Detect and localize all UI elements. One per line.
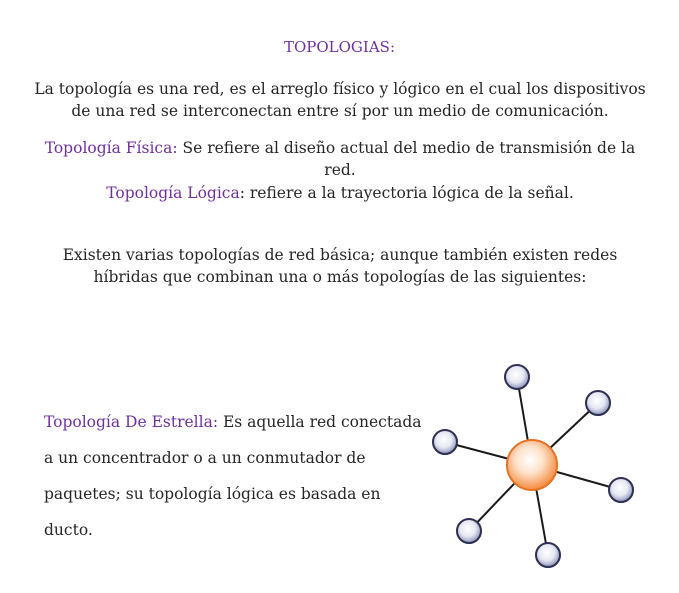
topologia-logica-text: : refiere a la trayectoria lógica de la señal. — [239, 184, 574, 202]
page-title: TOPOLOGIAS: — [283, 38, 396, 56]
node-top-right — [586, 391, 610, 415]
topologia-logica-paragraph — [40, 182, 640, 204]
node-top — [505, 365, 529, 389]
topologia-fisica-term: Topología Física: — [44, 139, 178, 157]
estrella-line-1 — [44, 404, 434, 440]
topologia-fisica-text: Se refiere al diseño actual del medio de transmisión de la red. — [177, 139, 636, 179]
node-bottom-left — [457, 519, 481, 543]
star-topology-diagram — [420, 355, 650, 585]
topologia-logica-term: Topología Lógica — [106, 184, 240, 202]
topologia-estrella-term: Topología De Estrella: — [44, 413, 219, 431]
hub-node — [507, 440, 557, 490]
node-bottom — [536, 543, 560, 567]
existen-paragraph: Existen varias topologías de red básica; aunque también existen redes híbridas que combinan una o más topologías de las siguientes: — [62, 246, 618, 286]
estrella-line-3: paquetes; su topología lógica es basada en ducto. — [44, 485, 381, 539]
estrella-line-1-text: Es aquella red conectada — [218, 413, 422, 431]
estrella-line-2: a un concentrador o a un conmutador de — [44, 449, 366, 467]
intro-paragraph: La topología es una red, es el arreglo físico y lógico en el cual los dispositivos de una red se interconectan entre sí por un medio de comunicación. — [34, 80, 646, 120]
topologia-estrella-paragraph — [44, 404, 434, 548]
topologia-fisica-paragraph — [40, 137, 640, 181]
node-left — [433, 430, 457, 454]
node-right — [609, 478, 633, 502]
